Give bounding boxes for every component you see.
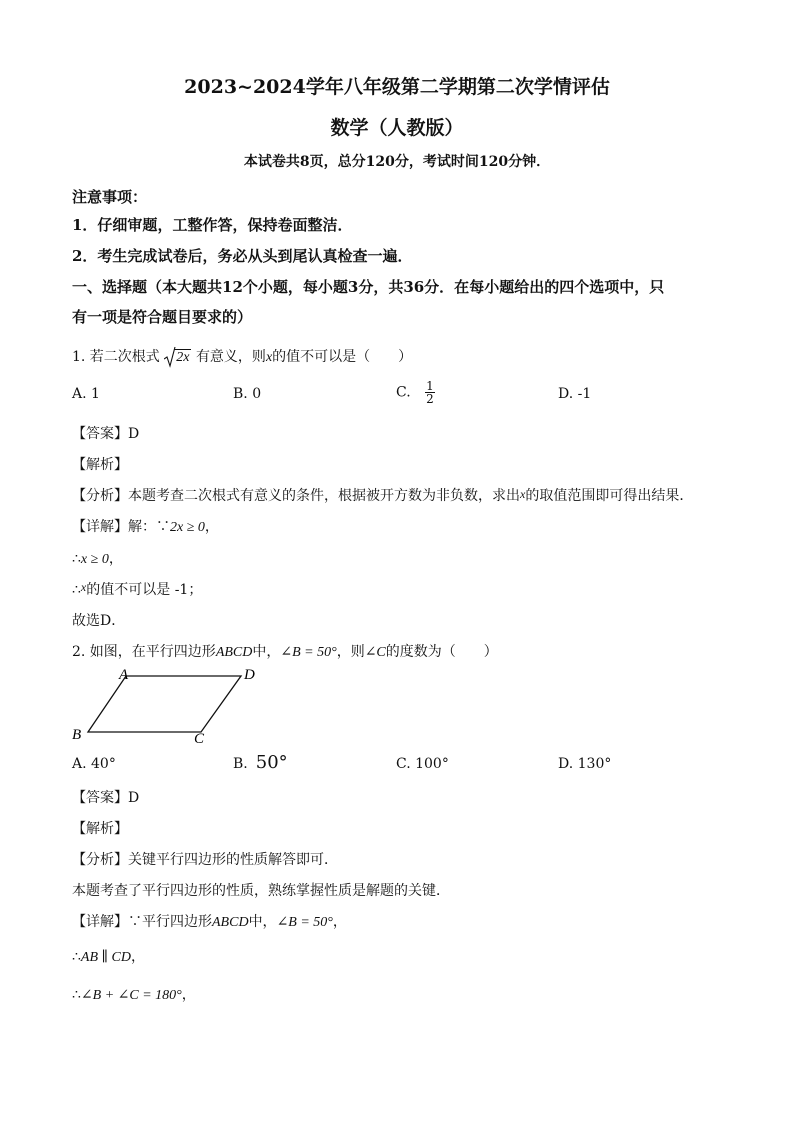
therefore-symbol: ∴ bbox=[72, 949, 81, 965]
detail-label: 【详解】 bbox=[72, 519, 128, 535]
step2-end: ， bbox=[108, 551, 123, 567]
parallelogram-shape bbox=[88, 676, 241, 732]
q2-suffix: 的度数为（ ） bbox=[385, 644, 498, 660]
detail-end: ， bbox=[332, 914, 347, 930]
step2-expr: x ≥ 0 bbox=[80, 552, 109, 567]
detail-shape: ABCD bbox=[212, 915, 249, 930]
q1-suffix: 的值不可以是（ ） bbox=[272, 349, 413, 365]
section-1-heading-line-2: 有一项是符合题目要求的） bbox=[72, 308, 253, 326]
notice-item-1: 1．仔细审题，工整作答，保持卷面整洁． bbox=[72, 216, 353, 234]
fraction-one-half bbox=[425, 380, 435, 405]
fenxi-text-1: 本题考查二次根式有意义的条件，根据被开方数为非负数，求出 bbox=[128, 488, 520, 504]
step3-end: 的值不可以是 -1； bbox=[86, 582, 203, 598]
step3-end: ， bbox=[181, 987, 196, 1003]
answer-label: 【答案】 bbox=[72, 426, 128, 442]
q1-option-a: A. 1 bbox=[72, 386, 100, 402]
vertex-label-b: B bbox=[72, 727, 82, 743]
detail-angle: ∠B = 50° bbox=[276, 915, 333, 930]
q1-conclusion: 故选D． bbox=[72, 613, 126, 629]
section-1-heading-line-1: 一、选择题（本大题共12个小题，每小题3分，共36分．在每小题给出的四个选项中，只 bbox=[72, 278, 665, 296]
q2-shape: ABCD bbox=[215, 645, 253, 660]
page-title: 2023~2024学年八年级第二学期第二次学情评估 bbox=[184, 76, 610, 98]
question-1 bbox=[72, 346, 412, 366]
q2-option-b bbox=[233, 752, 288, 773]
q1-mid: 有意义，则 bbox=[195, 349, 266, 365]
q1-var: x bbox=[265, 350, 273, 365]
q2-option-c: C. 100° bbox=[396, 756, 449, 772]
q1-step-3 bbox=[72, 579, 202, 599]
q2-note: 本题考查了平行四边形的性质，熟练掌握性质是解题的关键． bbox=[72, 883, 450, 899]
step2-end: ， bbox=[130, 949, 145, 965]
q1-option-c-label: C. bbox=[396, 384, 411, 401]
parallelogram-figure bbox=[68, 662, 268, 746]
q2-answer bbox=[72, 787, 139, 807]
detail-label: 【详解】 bbox=[72, 914, 128, 930]
q1-option-c bbox=[396, 380, 435, 405]
detail-end: ， bbox=[204, 519, 219, 535]
therefore-symbol: ∴ bbox=[72, 551, 81, 567]
detail-mid: 中， bbox=[248, 914, 277, 930]
step3-expr: ∠B + ∠C = 180° bbox=[80, 988, 182, 1003]
sqrt-expression bbox=[164, 349, 191, 366]
q2-angle-b: ∠B = 50° bbox=[280, 645, 337, 660]
notice-item-2: 2．考生完成试卷后，务必从头到尾认真检查一遍． bbox=[72, 247, 413, 265]
fraction-denominator: 2 bbox=[426, 392, 434, 406]
q2-option-d: D. 130° bbox=[558, 756, 612, 772]
therefore-symbol: ∴ bbox=[72, 987, 81, 1003]
q1-option-d: D. -1 bbox=[558, 386, 592, 402]
q2-analysis-label: 【解析】 bbox=[72, 821, 128, 837]
radicand: 2x bbox=[176, 350, 190, 365]
vertex-label-c: C bbox=[194, 731, 205, 746]
q2-prefix: 2. 如图，在平行四边形 bbox=[72, 644, 216, 660]
q2-fenxi bbox=[72, 849, 338, 869]
vertex-label-a: A bbox=[119, 667, 129, 683]
fraction-numerator: 1 bbox=[426, 379, 434, 393]
therefore-symbol: ∴ bbox=[72, 582, 81, 598]
q2-detail bbox=[72, 911, 347, 931]
radical-sign-icon bbox=[164, 346, 176, 368]
question-2 bbox=[72, 641, 498, 661]
fenxi-text: 关键平行四边形的性质解答即可． bbox=[128, 852, 338, 868]
q1-analysis-label: 【解析】 bbox=[72, 457, 128, 473]
vertex-label-d: D bbox=[244, 667, 255, 683]
q2-option-b-label: B. bbox=[233, 756, 248, 772]
answer-value: D bbox=[128, 426, 140, 442]
fenxi-var: x bbox=[520, 487, 526, 501]
q2-step-3 bbox=[72, 984, 196, 1004]
fenxi-label: 【分析】 bbox=[72, 488, 128, 504]
q1-detail bbox=[72, 516, 219, 536]
step3-var: x bbox=[80, 580, 87, 594]
q2-option-b-value: 50° bbox=[255, 752, 288, 773]
q1-step-2 bbox=[72, 548, 123, 568]
q1-fenxi bbox=[72, 485, 693, 505]
fenxi-text-2: 的取值范围即可得出结果． bbox=[525, 488, 694, 504]
q2-step-2 bbox=[72, 946, 145, 966]
detail-text: ∵平行四边形 bbox=[128, 914, 212, 930]
exam-info: 本试卷共8页，总分120分，考试时间120分钟． bbox=[243, 154, 551, 170]
answer-value: D bbox=[128, 790, 140, 806]
q1-prefix: 1. 若二次根式 bbox=[72, 349, 160, 365]
page-subtitle: 数学（人教版） bbox=[330, 117, 464, 139]
detail-expr: 2x ≥ 0 bbox=[170, 520, 205, 535]
q2-angle-c: ∠C bbox=[364, 645, 386, 660]
answer-label: 【答案】 bbox=[72, 790, 128, 806]
fenxi-label: 【分析】 bbox=[72, 852, 128, 868]
detail-text: 解：∵ bbox=[128, 519, 170, 535]
q1-option-b: B. 0 bbox=[233, 386, 262, 402]
q1-answer bbox=[72, 423, 139, 443]
q2-mid: 中， bbox=[252, 644, 281, 660]
notice-heading: 注意事项： bbox=[72, 188, 148, 206]
step2-expr: AB ∥ CD bbox=[80, 950, 131, 965]
q2-option-a: A. 40° bbox=[72, 756, 116, 772]
q2-mid2: ，则 bbox=[336, 644, 365, 660]
